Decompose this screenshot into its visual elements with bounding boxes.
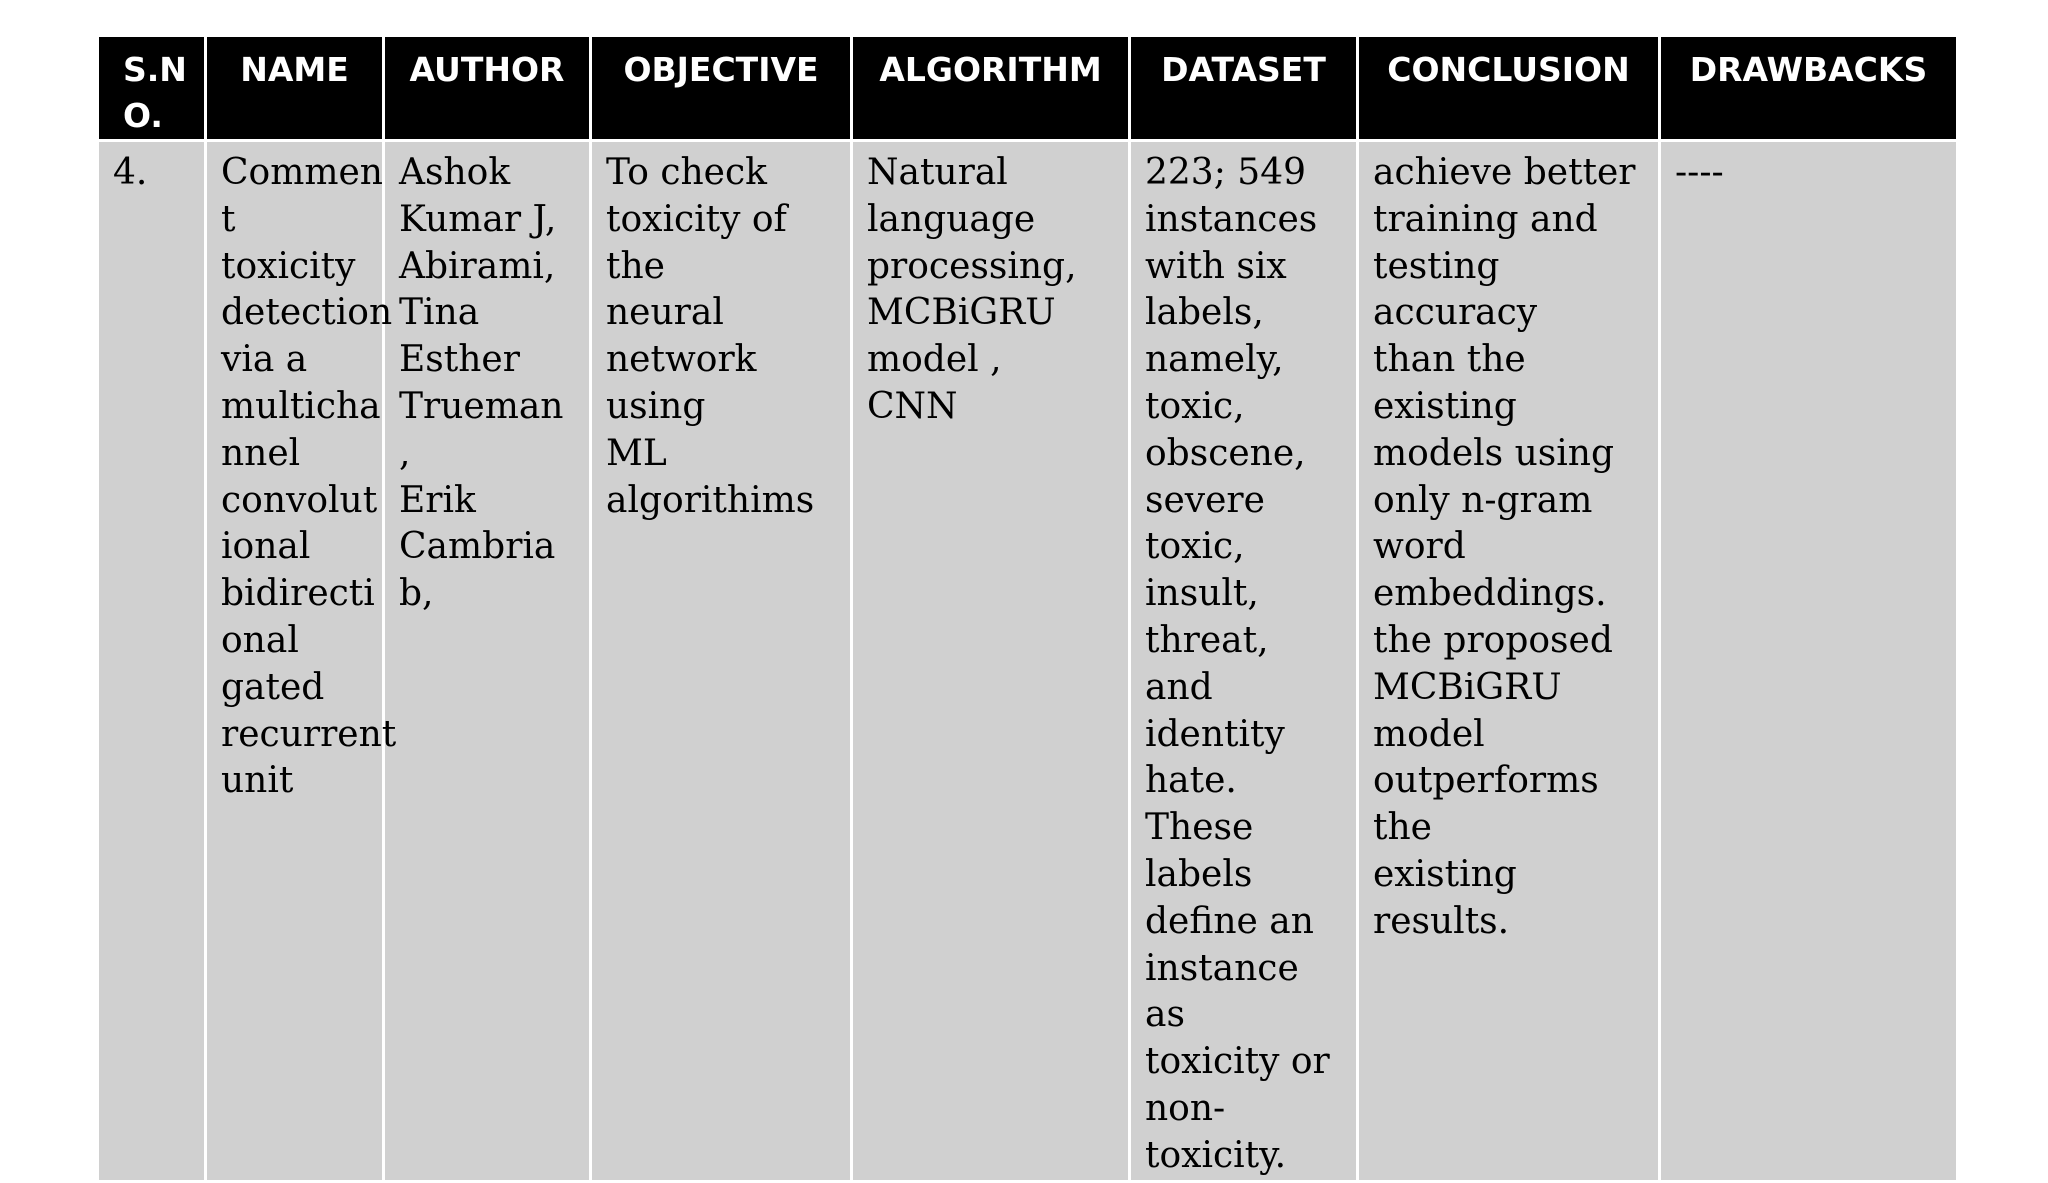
- literature-survey-table-container: [96, 34, 1956, 1183]
- cell-drawbacks: ----: [1660, 141, 1958, 1182]
- header-row: [98, 36, 1958, 141]
- table-body: [98, 141, 1958, 1182]
- header-algorithm: ALGORITHM: [852, 36, 1130, 141]
- table-row: [98, 141, 1958, 1182]
- header-drawbacks: DRAWBACKS: [1660, 36, 1958, 141]
- header-author: AUTHOR: [384, 36, 591, 141]
- table-header: [98, 36, 1958, 141]
- literature-survey-table: [96, 34, 1959, 1183]
- cell-conclusion: achieve better training and testing accuracy than the existing models using only n-gram word embeddings. the proposed MCBiGRU model outperforms the existing results.: [1358, 141, 1660, 1182]
- cell-objective: To check toxicity of the neural network using ML algorithims: [591, 141, 852, 1182]
- cell-sno: 4.: [98, 141, 206, 1182]
- header-sno: S.N O.: [98, 36, 206, 141]
- header-name: NAME: [206, 36, 384, 141]
- cell-algorithm: Natural language processing, MCBiGRU model , CNN: [852, 141, 1130, 1182]
- cell-name: Commen t toxicity detection via a multicha nnel convolut ional bidirecti onal gated recurrent unit: [206, 141, 384, 1182]
- cell-author: Ashok Kumar J, Abirami, Tina Esther Trueman , Erik Cambria b,: [384, 141, 591, 1182]
- cell-dataset: 223; 549 instances with six labels, namely, toxic, obscene, severe toxic, insult, threat, and identity hate. These labels define an instance as toxicity or non- toxicity.: [1130, 141, 1358, 1182]
- header-dataset: DATASET: [1130, 36, 1358, 141]
- header-conclusion: CONCLUSION: [1358, 36, 1660, 141]
- header-objective: OBJECTIVE: [591, 36, 852, 141]
